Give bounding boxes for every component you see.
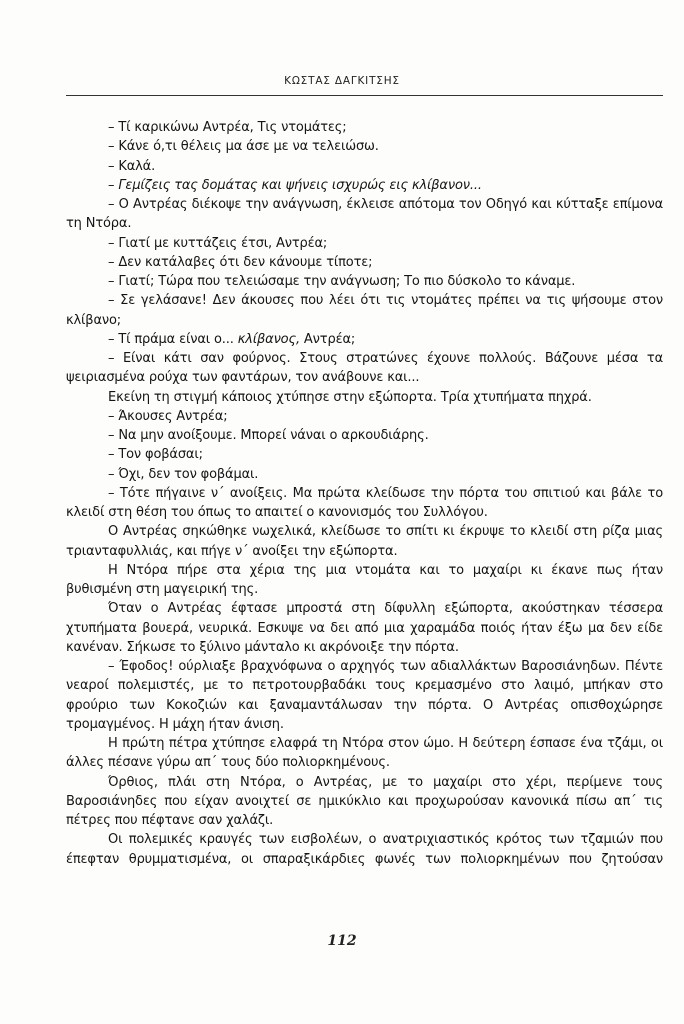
text-run: – Άκουσες Αντρέα;	[108, 408, 228, 424]
paragraph	[66, 176, 663, 195]
paragraph	[66, 253, 663, 272]
paragraph	[66, 522, 663, 561]
paragraph	[66, 830, 663, 869]
paragraph	[66, 349, 663, 388]
text-run: Όταν ο Αντρέας έφτασε μπροστά στη δίφυλλη εξώπορτα, ακούστηκαν τέσσερα χτυπήματα βουερά, νευρικά. Εσκυψε να δει από μια χαραμάδα ποιός ήταν έξω μα δεν είδε κανέναν. Σήκωσε το ξύλινο μάνταλο κι ακρόνοιξε την πόρτα.	[66, 601, 663, 655]
paragraph	[66, 137, 663, 156]
text-run: – Κάνε ό,τι θέλεις μα άσε με να τελειώσω.	[108, 139, 379, 155]
text-run: – Τί καρικώνω Αντρέα, Τις ντομάτες;	[108, 120, 347, 135]
paragraph	[66, 157, 663, 176]
text-run: – Καλά.	[108, 158, 156, 174]
paragraph	[66, 291, 663, 330]
text-run: – Ο Αντρέας διέκοψε την ανάγνωση, έκλεισε απότομα τον Οδηγό και κύτταξε επίμονα τη Ντόρα.	[66, 197, 663, 232]
paragraph	[66, 195, 663, 234]
text-run: – Σε γελάσανε! Δεν άκουσες που λέει ότι τις ντομάτες πρέπει να τις ψήσουμε στον κλίβανο;	[66, 293, 663, 328]
paragraph	[66, 407, 663, 426]
text-run: Οι πολεμικές κραυγές των εισβολέων, ο ανατριχιαστικός κρότος των τζαμιών που έπεφταν θρυμματισμένα, οι σπαραξικάρδιες φωνές των πολιορκημένων που ζητούσαν	[66, 832, 663, 867]
paragraph	[66, 272, 663, 291]
text-run: Όρθιος, πλάι στη Ντόρα, ο Αντρέας, με το μαχαίρι στο χέρι, περίμενε τους Βαροσιάνηδες που είχαν ανοιχτεί σε ημικύκλιο και προχωρούσαν κανονικά πίσω απ΄ τις πέτρες που πέφτανε σαν χαλάζι.	[66, 774, 663, 828]
italic-text: κλίβανος,	[237, 331, 300, 347]
text-run: – Να μην ανοίξουμε. Μπορεί νάναι ο αρκουδιάρης.	[108, 428, 429, 443]
paragraph	[66, 484, 663, 523]
paragraph	[66, 426, 663, 445]
paragraph	[66, 388, 663, 407]
paragraph	[66, 234, 663, 253]
text-run: –	[108, 177, 119, 193]
text-run: – Τί πράμα είναι ο...	[108, 331, 238, 347]
text-run: Εκείνη τη στιγμή κάποιος χτύπησε στην εξώπορτα. Τρία χτυπήματα πηχρά.	[108, 389, 592, 405]
paragraph	[66, 118, 663, 137]
paragraph	[66, 465, 663, 484]
page-number: 112	[327, 933, 357, 949]
text-run: – Είναι κάτι σαν φούρνος. Στους στρατώνες έχουνε πολλούς. Βάζουνε μέσα τα ψειριασμένα ρούχα των φαντάρων, τον ανάβουνε και...	[66, 351, 663, 386]
paragraph	[66, 445, 663, 464]
text-run: – Όχι, δεν τον φοβάμαι.	[108, 466, 259, 482]
paragraph	[66, 599, 663, 657]
body-text	[66, 118, 663, 869]
paragraph	[66, 561, 663, 600]
text-run: Ο Αντρέας σηκώθηκε νωχελικά, κλείδωσε το σπίτι κι έκρυψε το κλειδί στη ρίζα μιας τριανταφυλλιάς, και πήγε ν΄ ανοίξει την εξώπορτα.	[66, 524, 663, 559]
text-run: – Γιατί με κυττάζεις έτσι, Αντρέα;	[108, 235, 328, 251]
italic-text: Γεμίζεις τας δομάτας και ψήνεις ισχυρώς εις κλίβανον...	[118, 177, 482, 193]
text-run: Η πρώτη πέτρα χτύπησε ελαφρά τη Ντόρα στον ώμο. Η δεύτερη έσπασε ένα τζάμι, οι άλλες πέσανε γύρω απ΄ τους δύο πολιορκημένους.	[66, 736, 663, 771]
paragraph	[66, 657, 663, 734]
text-run: Αντρέα;	[299, 331, 356, 347]
text-run: – Τον φοβάσαι;	[108, 447, 203, 463]
text-run: – Δεν κατάλαβες ότι δεν κάνουμε τίποτε;	[108, 254, 373, 270]
paragraph	[66, 330, 663, 349]
text-run: – Έφοδος! ούρλιαξε βραχνόφωνα ο αρχηγός των αδιαλλάκτων Βαροσιάνηδων. Πέντε νεαροί πολεμιστές, με το πετροτουρβαδάκι τους κρεμασμένο στο λαιμό, μπήκαν στο φρούριο των Κοκοζιών και ξαναμαντάλωσαν την πόρτα. Ο Αντρέας οπισθοχώρησε τρομαγμένος. Η μάχη ήταν άνιση.	[66, 659, 663, 732]
text-run: – Τότε πήγαινε ν΄ ανοίξεις. Μα πρώτα κλείδωσε την πόρτα του σπιτιού και βάλε το κλειδί στη θέση του όπως το απαιτεί ο κανονισμός του Συλλόγου.	[66, 485, 663, 520]
text-run: – Γιατί; Τώρα που τελειώσαμε την ανάγνωση; Το πιο δύσκολο το κάναμε.	[108, 274, 576, 289]
paragraph	[66, 734, 663, 773]
text-run: Η Ντόρα πήρε στα χέρια της μια ντομάτα και το μαχαίρι κι έκανε πως ήταν βυθισμένη στη μαγειρική της.	[66, 562, 663, 597]
paragraph	[66, 773, 663, 831]
header-rule	[66, 95, 663, 96]
running-head: ΚΩΣΤΑΣ ΔΑΓΚΙΤΣΗΣ	[284, 75, 400, 87]
